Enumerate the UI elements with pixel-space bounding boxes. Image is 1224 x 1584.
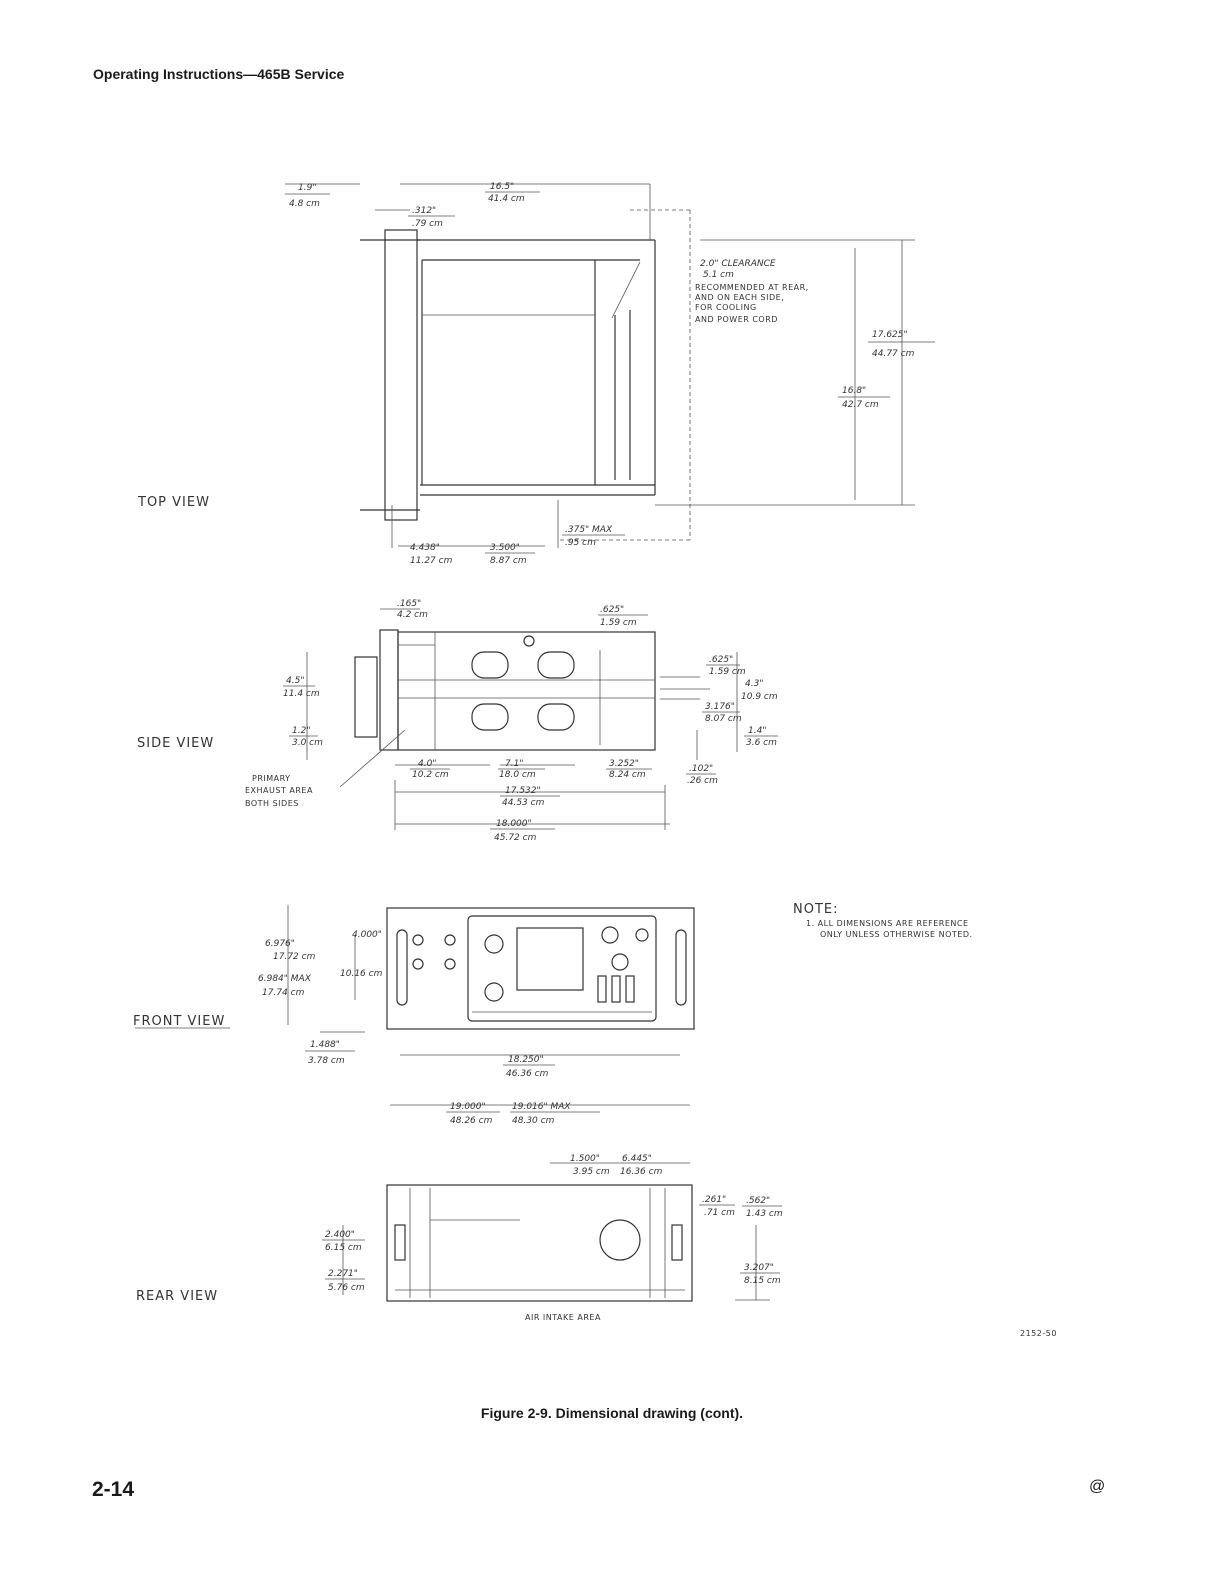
dim-label: .625"	[600, 605, 625, 615]
dim-label: 11.27 cm	[410, 556, 453, 566]
dim-label: 4.2 cm	[397, 610, 428, 620]
page-number: 2-14	[92, 1478, 135, 1501]
figure-caption: Figure 2-9. Dimensional drawing (cont).	[480, 1405, 744, 1421]
dim-label: 5.76 cm	[328, 1283, 365, 1293]
dim-label: 1.488"	[310, 1040, 340, 1050]
dim-label: 48.26 cm	[450, 1116, 493, 1126]
dim-label: 46.36 cm	[506, 1069, 549, 1079]
dim-label: 16.36 cm	[620, 1167, 663, 1177]
dim-label: 7.1"	[505, 759, 524, 769]
dim-label: 11.4 cm	[283, 689, 320, 699]
exhaust-label: PRIMARY	[252, 774, 291, 783]
dim-label: .375" MAX	[565, 525, 613, 535]
rear-panel-outline	[387, 1185, 692, 1301]
dim-label: 2.400"	[325, 1230, 355, 1240]
dim-label: 6.984" MAX	[258, 974, 311, 984]
dim-label: 10.2 cm	[412, 770, 449, 780]
dim-label: 17.532"	[505, 786, 541, 796]
dim-label: 17.625"	[872, 330, 908, 340]
dim-label: .102"	[689, 764, 714, 774]
note-line: 1. ALL DIMENSIONS ARE REFERENCE	[806, 919, 969, 928]
note-line: ONLY UNLESS OTHERWISE NOTED.	[820, 930, 973, 939]
exhaust-label: BOTH SIDES	[245, 799, 299, 808]
dim-label: .71 cm	[704, 1208, 735, 1218]
dim-label: 1.2"	[292, 726, 311, 736]
dim-label: 2.271"	[328, 1269, 358, 1279]
dim-label: .79 cm	[412, 219, 443, 229]
dim-label: 1.4"	[748, 726, 767, 736]
dim-label: 1.500"	[570, 1154, 600, 1164]
dim-label: 6.15 cm	[325, 1243, 362, 1253]
page-header: Operating Instructions—465B Service	[93, 66, 345, 82]
side-view	[137, 599, 778, 843]
dim-label: 44.77 cm	[872, 349, 915, 359]
front-panel-outline	[385, 230, 417, 520]
dim-label: 4.5"	[286, 676, 305, 686]
dim-label: 8.07 cm	[705, 714, 742, 724]
dim-label: 8.24 cm	[609, 770, 646, 780]
dim-label: 4.438"	[410, 543, 440, 553]
clearance-label: RECOMMENDED AT REAR,	[695, 283, 809, 292]
dim-label: 3.0 cm	[292, 738, 323, 748]
dim-label: 44.53 cm	[502, 798, 545, 808]
dim-label: 3.252"	[609, 759, 639, 769]
dim-label: 18.250"	[508, 1055, 544, 1065]
note-title: NOTE:	[793, 902, 839, 917]
dim-label: 19.016" MAX	[512, 1102, 571, 1112]
dim-label: .165"	[397, 599, 422, 609]
dim-label: 3.176"	[705, 702, 735, 712]
front-view-label: FRONT VIEW	[133, 1014, 226, 1029]
clearance-label: 5.1 cm	[703, 270, 734, 280]
dim-label: .95 cm	[565, 538, 596, 548]
dim-label: 45.72 cm	[494, 833, 537, 843]
side-body-outline	[398, 632, 655, 750]
footer-mark: @	[1089, 1478, 1106, 1495]
dim-label: 1.59 cm	[600, 618, 637, 628]
dim-label: 4.0"	[418, 759, 437, 769]
fan-outline	[600, 1220, 640, 1260]
dim-label: 6.445"	[622, 1154, 652, 1164]
dim-label: 8.15 cm	[744, 1276, 781, 1286]
exhaust-label: EXHAUST AREA	[245, 786, 313, 795]
dim-label: 4.000"	[352, 930, 382, 940]
dim-label: .261"	[702, 1195, 727, 1205]
air-intake-label: AIR INTAKE AREA	[525, 1313, 601, 1322]
dim-label: .26 cm	[687, 776, 718, 786]
dim-label: 4.3"	[745, 679, 764, 689]
crt-screen	[517, 928, 583, 990]
dim-label: 1.9"	[298, 183, 317, 193]
rear-view-label: REAR VIEW	[136, 1289, 219, 1304]
figure-id: 2152-50	[1020, 1329, 1057, 1338]
dim-label: 3.207"	[744, 1263, 774, 1273]
dim-label: 4.8 cm	[289, 199, 320, 209]
note-block	[793, 902, 973, 939]
dim-label: 3.6 cm	[746, 738, 777, 748]
dim-label: 1.43 cm	[746, 1209, 783, 1219]
clearance-label: 2.0" CLEARANCE	[700, 259, 776, 269]
dim-label: 19.000"	[450, 1102, 486, 1112]
front-panel-outline	[387, 908, 694, 1029]
dim-label: 3.95 cm	[573, 1167, 610, 1177]
dim-label: 48.30 cm	[512, 1116, 555, 1126]
dim-label: 6.976"	[265, 939, 295, 949]
dim-label: 18.0 cm	[499, 770, 536, 780]
dim-label: 18.000"	[496, 819, 532, 829]
dim-label: .625"	[709, 655, 734, 665]
rear-view	[136, 1154, 783, 1322]
dim-label: 3.78 cm	[308, 1056, 345, 1066]
dim-label: .312"	[412, 206, 437, 216]
dim-label: .562"	[746, 1196, 771, 1206]
dim-label: 16.8"	[842, 386, 867, 396]
front-view	[133, 905, 694, 1126]
dim-label: 8.87 cm	[490, 556, 527, 566]
dim-label: 17.74 cm	[262, 988, 305, 998]
dim-label: 10.9 cm	[741, 692, 778, 702]
dim-label: 41.4 cm	[488, 194, 525, 204]
top-view	[137, 182, 935, 566]
dim-label: 16.5"	[490, 182, 515, 192]
dim-label: 42.7 cm	[842, 400, 879, 410]
side-view-label: SIDE VIEW	[137, 736, 215, 751]
clearance-label: FOR COOLING	[695, 303, 757, 312]
top-view-label: TOP VIEW	[138, 495, 210, 510]
dim-label: 10.16 cm	[340, 969, 383, 979]
clearance-label: AND POWER CORD	[695, 315, 778, 324]
dim-label: 1.59 cm	[709, 667, 746, 677]
dim-label: 17.72 cm	[273, 952, 316, 962]
dim-label: 3.500"	[490, 543, 520, 553]
clearance-label: AND ON EACH SIDE,	[695, 293, 785, 302]
